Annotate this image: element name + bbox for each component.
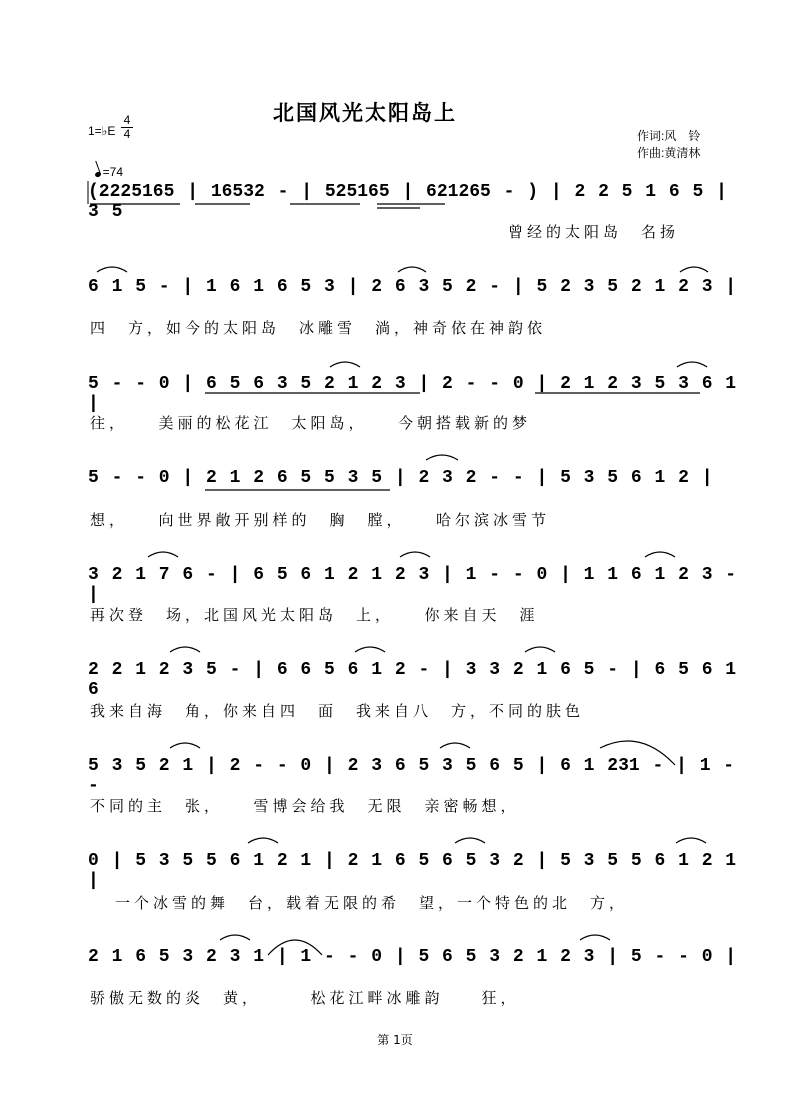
time-signature-top: 4 [123, 113, 131, 127]
lyric-row-2: 四 方，如今的太阳岛 冰雕雪 淌，神奇依在神韵依 [90, 319, 547, 337]
notation-row-7: 5 3 5 2 1 | 2 - - 0 | 2 3 6 5 3 5 6 5 | 6 1 231 - | 1 - - [88, 756, 735, 796]
time-signature-bottom: 4 [123, 127, 131, 141]
notation-row-6: 2 2 1 2 3 5 - | 6 6 5 6 1 2 - | 3 3 2 1 6 5 - | 6 5 6 1 6 [88, 660, 737, 700]
lyric-row-3: 往， 美丽的松花江 太阳岛， 今朝搭载新的梦 [90, 414, 532, 432]
notation-row-4: 5 - - 0 | 2 1 2 6 5 5 3 5 | 2 3 2 - - | 5 3 5 6 1 2 | [88, 468, 713, 488]
song-title: 北国风光太阳岛上 [273, 101, 457, 125]
notation-row-1: (2225165 | 16532 - | 525165 | 621265 - ) | 2 2 5 1 6 5 | 3 5 [88, 182, 727, 222]
tempo-value: =74 [102, 165, 124, 179]
lyric-row-1: 曾经的太阳岛 名扬 [508, 223, 680, 241]
lyric-row-5: 再次登 场，北国风光太阳岛 上， 你来自天 涯 [90, 606, 539, 624]
notation-row-5: 3 2 1 7 6 - | 6 5 6 1 2 1 2 3 | 1 - - 0 | 1 1 6 1 2 3 - | [88, 565, 737, 605]
lyric-row-7: 不同的主 张， 雪博会给我 无限 亲密畅想， [90, 797, 520, 815]
notation-row-3: 5 - - 0 | 6 5 6 3 5 2 1 2 3 | 2 - - 0 | 2 1 2 3 5 3 6 1 | [88, 374, 737, 414]
page-number: 第 1页 [377, 1033, 413, 1047]
notation-row-9: 2 1 6 5 3 2 3 1 | 1 - - 0 | 5 6 5 3 2 1 2 3 | 5 - - 0 | [88, 947, 737, 967]
lyric-row-4: 想， 向世界敞开别样的 胸 膛， 哈尔滨冰雪节 [90, 511, 551, 529]
key-signature: 1=♭E [88, 124, 116, 138]
notation-row-2: 6 1 5 - | 1 6 1 6 5 3 | 2 6 3 5 2 - | 5 2 3 5 2 1 2 3 | [88, 277, 737, 297]
composer-credit: 作曲:黄清林 [637, 146, 701, 160]
lyric-row-8: 一个冰雪的舞 台，载着无限的希 望，一个特色的北 方， [115, 894, 629, 912]
lyric-row-6: 我来自海 角，你来自四 面 我来自八 方，不同的肤色 [90, 702, 585, 720]
notation-row-8: 0 | 5 3 5 5 6 1 2 1 | 2 1 6 5 6 5 3 2 | 5 3 5 5 6 1 2 1 | [88, 851, 737, 891]
lyricist-credit: 作词:风 铃 [637, 129, 701, 143]
lyric-row-9: 骄傲无数的炎 黄， 松花江畔冰雕韵 狂， [90, 989, 520, 1007]
